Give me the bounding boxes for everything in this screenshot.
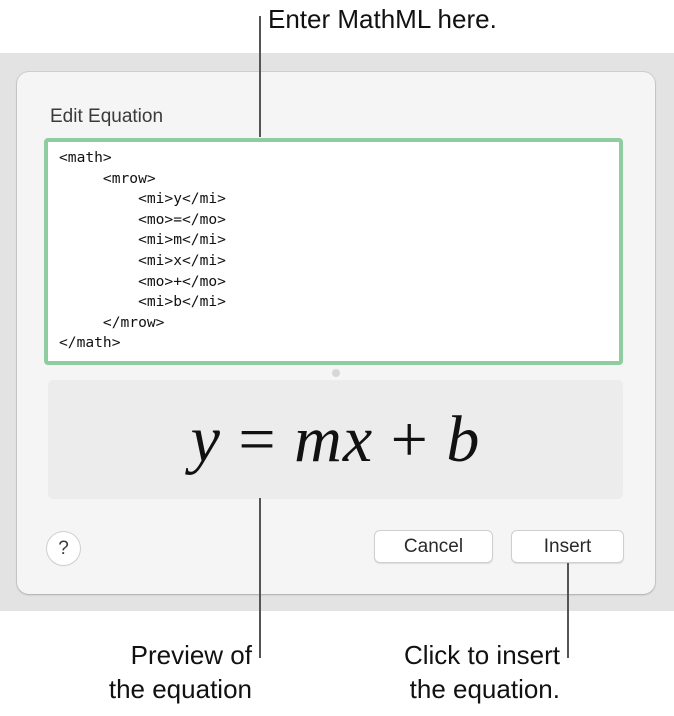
callout-preview: Preview of the equation [108,640,252,704]
edit-equation-dialog [17,72,655,594]
equation-variable-b: b [446,402,481,476]
equation-variable-y: y [190,402,221,476]
insert-button[interactable]: Insert [511,530,624,563]
callout-line-preview [259,498,261,658]
help-button[interactable] [47,532,80,565]
resize-handle[interactable] [332,369,340,377]
dialog-title: Edit Equation [50,106,164,127]
equation-render [191,402,481,478]
equation-operator-plus: + [390,402,429,476]
callout-line-insert [567,563,569,658]
equation-variable-m: m [294,402,343,476]
callout-line-editor [259,16,261,137]
callout-insert: Click to insert the equation. [403,640,560,704]
equation-preview [48,380,623,499]
equation-variable-x: x [342,402,374,476]
question-mark-icon: ? [58,537,69,559]
equation-operator-equals: = [238,402,277,476]
cancel-button[interactable]: Cancel [374,530,493,563]
callout-editor: Enter MathML here. [268,4,497,34]
mathml-editor[interactable] [44,138,623,365]
